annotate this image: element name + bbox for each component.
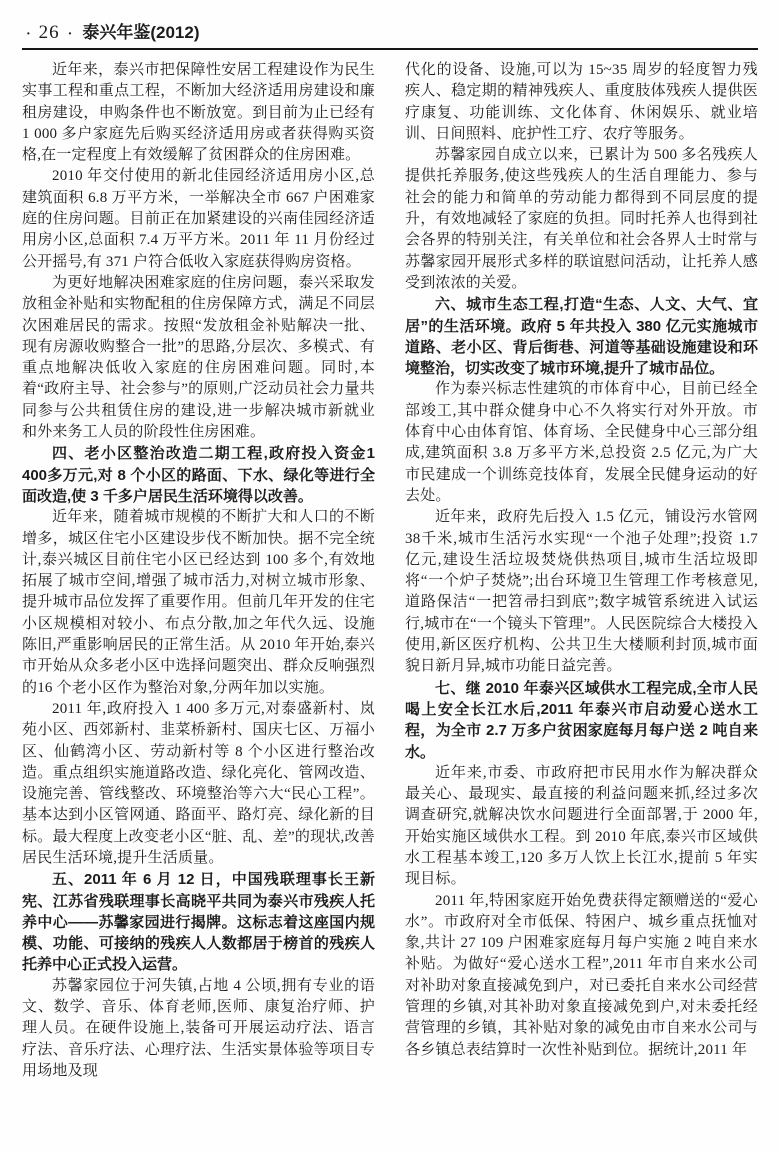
left-column	[22, 60, 375, 1082]
paragraph: 近年来，政府先后投入 1.5 亿元，铺设污水管网38千米,城市生活污水实现“一个池子处理”;投资 1.7 亿元,建设生活垃圾焚烧供热项目,城市生活垃圾即将“一个炉子焚烧”;出台环境卫生管理工作考核意见,道路保洁“一把笤帚扫到底”;数字城管系统进入试运行,城市在“一个镜头下管理”。人民医院综合大楼投入使用,新区医疗机构、公共卫生大楼顺利封顶,城市面貌日新月异,城市功能日益完善。	[405, 509, 758, 675]
paragraph: 2010 年交付使用的新北佳园经济适用房小区,总建筑面积 6.8 万平方米，一举解决全市 667 户困难家庭的住房问题。目前正在加紧建设的兴南佳园经济适用房小区,总面积 7.4 万平方米。2011 年 11 月份经过公开摇号,有 371 户符合低收入家庭获得购房资格。	[22, 168, 375, 270]
paragraph: 2011 年,特困家庭开始免费获得定额赠送的“爱心水”。市政府对全市低保、特困户、城乡重点抚恤对象,共计 27 109 户困难家庭每月每户实施 2 吨自来水补贴。为做好“爱心送水工程”,2011 年市自来水公司对补助对象直接减免到户，对已委托自来水公司经营管理的乡镇,对其补助对象直接减免到户,对未委托经营管理的乡镇，其补贴对象的减免由市自来水公司与各乡镇总表结算时一次性补贴到位。据统计,2011 年	[405, 892, 758, 1058]
paragraph: 2011 年,政府投入 1 400 多万元,对泰盛新村、岚苑小区、西郊新村、韭菜桥新村、国庆七区、万福小区、仙鹤湾小区、劳动新村等 8 个小区进行整治改造。重点组织实施道路改造、绿化亮化、管网改造、设施完善、管线整改、环境整治等六大“民心工程”。基本达到小区管网通、路面平、路灯亮、绿化新的目标。最大程度上改变老小区“脏、乱、差”的现状,改善居民生活环境,提升生活质量。	[22, 700, 375, 866]
section-heading-paragraph: 四、老小区整治改造二期工程,政府投入资金1 400多万元,对 8 个小区的路面、下水、绿化等进行全面改造,使 3 千多户居民生活环境得以改善。	[22, 445, 375, 505]
right-column	[405, 60, 758, 1082]
text-columns	[22, 60, 758, 1082]
continued-paragraph: 代化的设备、设施,可以为 15~35 周岁的轻度智力残疾人、稳定期的精神残疾人、重度肢体残疾人提供医疗康复、功能训练、文化体育、休闲娱乐、就业培训、日间照料、庇护性工疗、农疗等服务。	[405, 62, 758, 142]
header-rule	[22, 48, 758, 50]
paragraph: 苏馨家园位于河失镇,占地 4 公顷,拥有专业的语文、数学、音乐、体育老师,医师、康复治疗师、护理人员。在硬件设施上,装备可开展运动疗法、语言疗法、音乐疗法、心理疗法、生活实景体验等项目专用场地及现	[22, 977, 375, 1079]
yearbook-title: 泰兴年鉴(2012)	[82, 23, 200, 42]
section-heading-paragraph: 六、城市生态工程,打造“生态、人文、大气、宜居”的生活环境。政府 5 年共投入 380 亿元实施城市道路、老小区、背后街巷、河道等基础设施建设和环境整治，切实改变了城市环境,提升了城市品位。	[405, 296, 758, 378]
paragraph: 为更好地解决困难家庭的住房问题，泰兴采取发放租金补贴和实物配租的住房保障方式，满足不同层次困难居民的需求。按照“发放租金补贴解决一批、现有房源收购整合一批”的思路,分层次、多模式、有重点地解决低收入家庭的住房困难问题。同时,本着“政府主导、社会参与”的原则,广泛动员社会力量共同参与公共租赁住房的建设,进一步解决城市新就业和外来务工人员的阶段性住房困难。	[22, 274, 375, 441]
dot-separator-icon: ·	[26, 27, 31, 42]
page-number: 26	[38, 22, 60, 43]
dot-separator-icon: ·	[67, 27, 73, 42]
paragraph: 近年来,市委、市政府把市民用水作为解决群众最关心、最现实、最直接的利益问题来抓,经过多次调查研究,就解决饮水问题进行全面部署,于 2000 年,开始实施区域供水工程。到 2010 年底,泰兴市区域供水工程基本竣工,120 多万人饮上长江水,提前 5 年实现目标。	[405, 764, 758, 888]
paragraph: 作为泰兴标志性建筑的市体育中心，目前已经全部竣工,其中群众健身中心不久将实行对外开放。市体育中心由体育馆、体育场、全民健身中心三部分组成,建筑面积 3.8 万多平方米,总投资 2.5 亿元,为广大市民建成一个训练竞技体育，发展全民健身运动的好去处。	[405, 381, 758, 504]
paragraph: 近年来，随着城市规模的不断扩大和人口的不断增多，城区住宅小区建设步伐不断加快。据不完全统计,泰兴城区目前住宅小区已经达到 100 多个,有效地拓展了城市空间,增强了城市活力,对树立城市形象、提升城市品位发挥了重要作用。但前几年开发的住宅小区规模相对较小、布点分散,加之年代久远、设施陈旧,严重影响居民的正常生活。从 2010 年开始,泰兴市开始从众多老小区中选择问题突出、群众反响强烈的16 个老小区作为整治对象,分两年加以实施。	[22, 509, 375, 696]
paragraph: 近年来，泰兴市把保障性安居工程建设作为民生实事工程和重点工程，不断加大经济适用房建设和廉租房建设，申购条件也不断放宽。到目前为止已经有1 000 多户家庭先后购买经济适用房或者获得购买资格,在一定程度上有效缓解了贫困群众的住房困难。	[22, 62, 375, 164]
section-heading-paragraph: 七、继 2010 年泰兴区域供水工程完成,全市人民喝上安全长江水后,2011 年泰兴市启动爱心送水工程，为全市 2.7 万多户贫困家庭每月每户送 2 吨自来水。	[405, 679, 758, 761]
section-heading-paragraph: 五、2011 年 6 月 12 日，中国残联理事长王新宪、江苏省残联理事长高晓平共同为泰兴市残疾人托养中心——苏馨家园进行揭牌。这标志着这座国内规模、功能、可接纳的残疾人人数都居于榜首的残疾人托养中心正式投入运营。	[22, 871, 375, 974]
paragraph: 苏馨家园自成立以来，已累计为 500 多名残疾人提供托养服务,使这些残疾人的生活自理能力、参与社会的能力和简单的劳动能力都得到不同层度的提升，有效地减轻了家庭的负担。同时托养人也得到社会各界的特别关注，有关单位和社会各界人士时常与苏馨家园开展形式多样的联谊慰问活动，让托养人感受到浓浓的关爱。	[405, 147, 758, 291]
page-header	[22, 18, 758, 44]
